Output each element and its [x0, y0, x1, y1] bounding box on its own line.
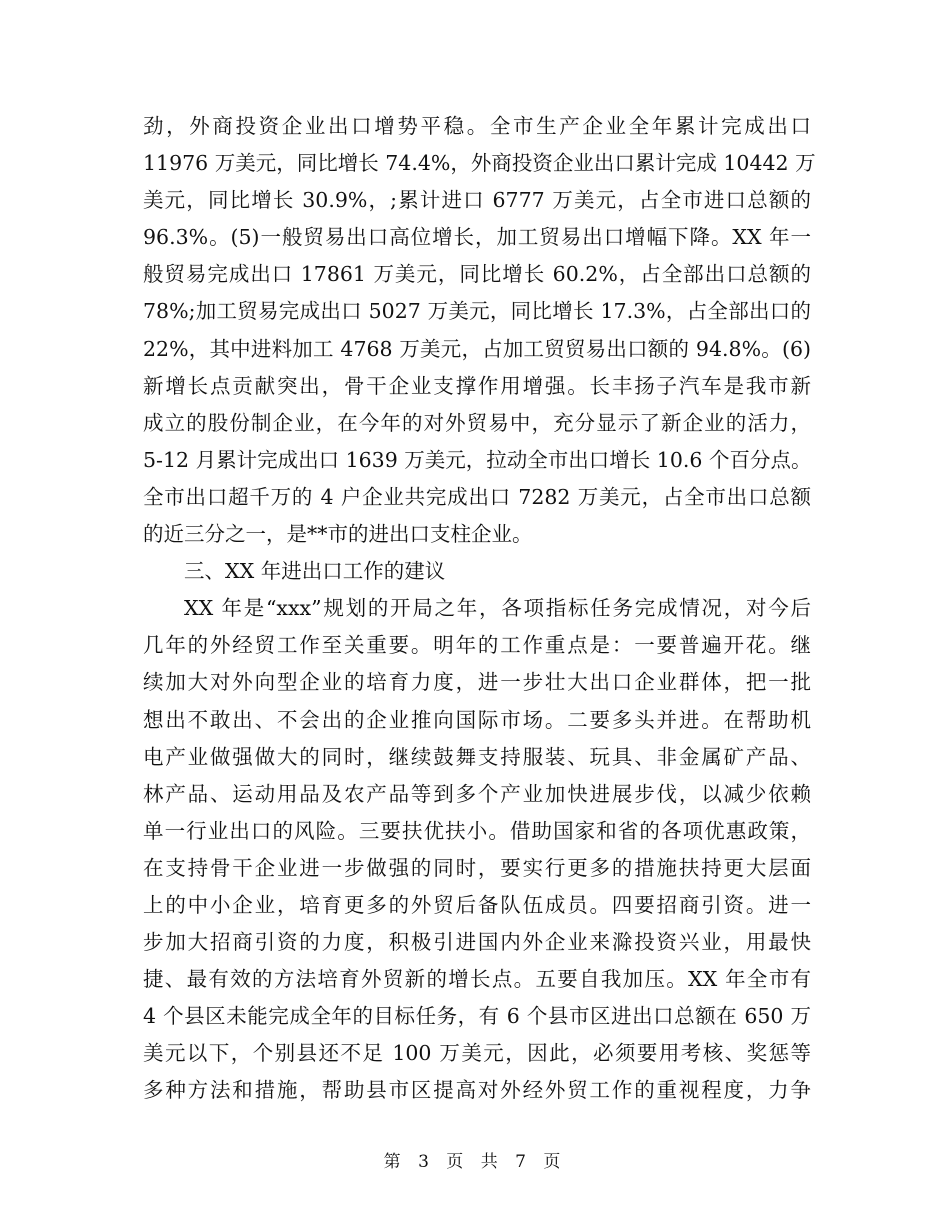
text-line: 新增长点贡献突出，骨干企业支撑作用增强。长丰扬子汽车是我市新: [143, 373, 811, 398]
text-line: 全市出口超千万的 4 户企业共完成出口 7282 万美元，占全市出口总额: [143, 484, 811, 509]
text-line: 续加大对外向型企业的培育力度，进一步壮大出口企业群体，把一批: [143, 670, 811, 695]
text-line: 般贸易完成出口 17861 万美元，同比增长 60.2%，占全部出口总额的: [143, 262, 811, 287]
text-line: 几年的外经贸工作至关重要。明年的工作重点是：一要普遍开花。继: [143, 633, 811, 658]
document-body: [143, 108, 816, 1110]
text-line: 96.3%。(5)一般贸易出口高位增长，加工贸易出口增幅下降。XX 年一: [143, 225, 811, 250]
text-line: 78%;加工贸易完成出口 5027 万美元，同比增长 17.3%，占全部出口的: [143, 299, 811, 324]
text-line: 劲，外商投资企业出口增势平稳。全市生产企业全年累计完成出口: [143, 114, 811, 138]
text-line: 22%，其中进料加工 4768 万美元，占加工贸贸易出口额的 94.8%。(6): [143, 336, 811, 361]
text-line: 上的中小企业，培育更多的外贸后备队伍成员。四要招商引资。进一: [143, 892, 811, 917]
text-line: 成立的股份制企业，在今年的对外贸易中，充分显示了新企业的活力，: [143, 410, 811, 435]
text-line: 捷、最有效的方法培育外贸新的增长点。五要自我加压。XX 年全市有: [143, 967, 811, 992]
page-number-footer: 第 3 页 共 7 页: [383, 1152, 567, 1172]
text-line: 多种方法和措施，帮助县市区提高对外经外贸工作的重视程度，力争: [143, 1078, 811, 1103]
text-line: 想出不敢出、不会出的企业推向国际市场。二要多头并进。在帮助机: [143, 707, 811, 732]
section-heading: 三、XX 年进出口工作的建议: [184, 559, 446, 584]
text-line: 的近三分之一，是**市的进出口支柱企业。: [143, 522, 533, 547]
text-line: 美元，同比增长 30.9%，;累计进口 6777 万美元，占全市进口总额的: [143, 188, 811, 213]
text-line: 美元以下，个别县还不足 100 万美元，因此，必须要用考核、奖惩等: [143, 1041, 811, 1066]
text-line: XX 年是“xxx”规划的开局之年，各项指标任务完成情况，对今后: [184, 596, 811, 621]
text-line: 步加大招商引资的力度，积极引进国内外企业来滁投资兴业，用最快: [143, 930, 811, 955]
text-line: 在支持骨干企业进一步做强的同时，要实行更多的措施扶持更大层面: [143, 855, 811, 880]
text-line: 5-12 月累计完成出口 1639 万美元，拉动全市出口增长 10.6 个百分点。: [143, 447, 812, 472]
text-line: 4 个县区未能完成全年的目标任务，有 6 个县市区进出口总额在 650 万: [143, 1004, 811, 1029]
text-line: 电产业做强做大的同时，继续鼓舞支持服装、玩具、非金属矿产品、: [143, 744, 811, 769]
text-line: 林产品、运动用品及农产品等到多个产业加快进展步伐，以减少依赖: [143, 781, 811, 806]
text-line: 11976 万美元，同比增长 74.4%，外商投资企业出口累计完成 10442 万: [143, 151, 816, 176]
text-line: 单一行业出口的风险。三要扶优扶小。借助国家和省的各项优惠政策，: [143, 818, 811, 843]
